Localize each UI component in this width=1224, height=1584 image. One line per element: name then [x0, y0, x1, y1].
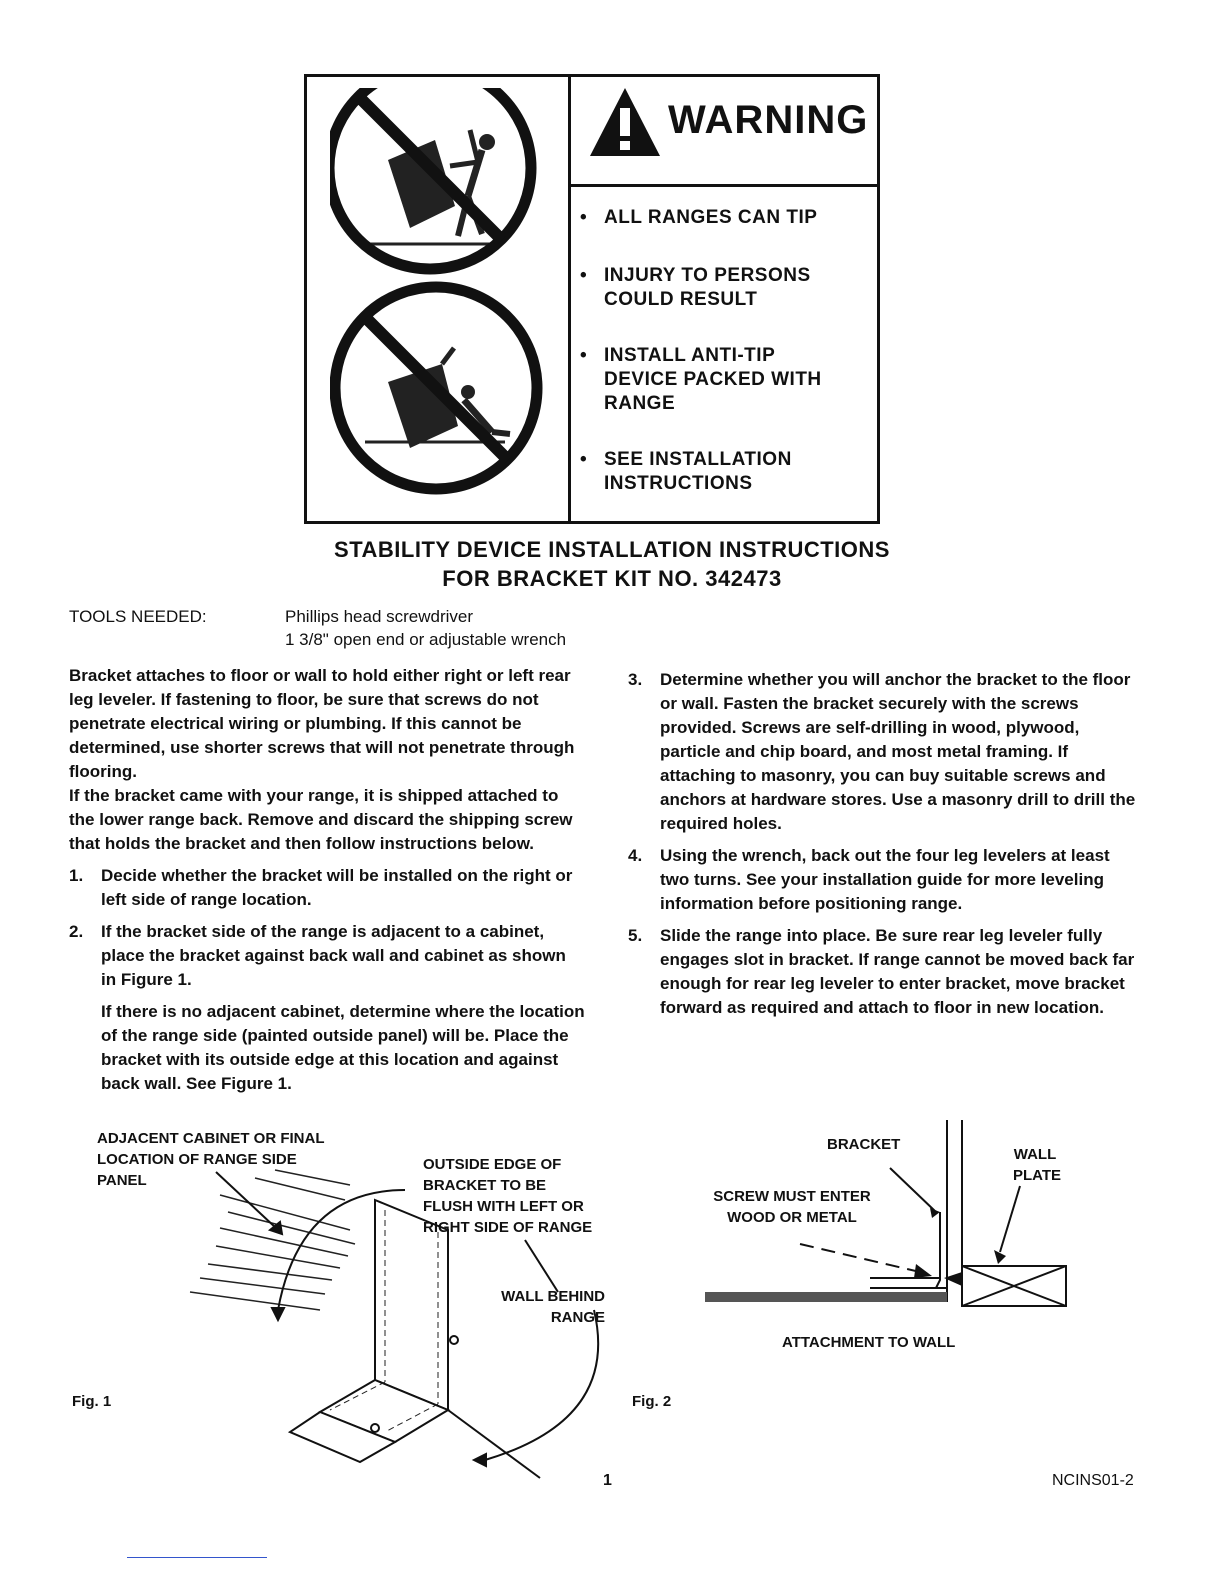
step-number: 3.	[628, 670, 643, 689]
callout-line: LOCATION OF RANGE SIDE	[97, 1151, 297, 1168]
person-crushed-icon	[335, 287, 537, 489]
callout-line: PANEL	[97, 1172, 147, 1189]
step-item	[628, 668, 1140, 836]
fig1-callout-cabinet	[97, 1128, 325, 1191]
tools-item: 1 3/8" open end or adjustable wrench	[285, 630, 567, 649]
step-number: 2.	[69, 922, 84, 941]
warning-bullet-line: INSTRUCTIONS	[604, 473, 753, 494]
range-tipping-icon	[330, 88, 531, 269]
fig2-bracket-label: BRACKET	[827, 1136, 901, 1153]
page-subtitle: FOR BRACKET KIT NO. 342473	[442, 566, 782, 591]
tip-hazard-pictograms	[330, 88, 560, 513]
warning-title: WARNING	[668, 98, 869, 142]
callout-line: PLATE	[1013, 1167, 1062, 1184]
step-number: 1.	[69, 866, 84, 885]
step-item	[69, 920, 585, 992]
warning-triangle-icon	[588, 86, 662, 158]
callout-line: ADJACENT CABINET OR FINAL	[97, 1130, 325, 1147]
tools-item: Phillips head screwdriver	[285, 607, 474, 626]
fig1-label: Fig. 1	[72, 1393, 112, 1410]
fig2-label: Fig. 2	[632, 1393, 672, 1410]
callout-line: BRACKET TO BE	[423, 1177, 547, 1194]
step-text: Decide whether the bracket will be installed on the right or left side of range location.	[101, 866, 573, 909]
warning-bullet-line: COULD RESULT	[604, 289, 758, 310]
step-item	[69, 864, 585, 912]
callout-line: WOOD OR METAL	[727, 1209, 857, 1226]
step-text: If there is no adjacent cabinet, determine where the location of the range side (painted outside panel) will be. Place the bracket with its outside edge at this location and against back wall. See Figure 1.	[101, 1002, 585, 1093]
intro-paragraph: If the bracket came with your range, it is shipped attached to the lower range back. Remove and discard the shipping screw that holds the bracket and then follow instructions below.	[69, 786, 573, 853]
fig1-callout-edge	[423, 1154, 592, 1238]
step-item	[628, 924, 1140, 1020]
step-item	[628, 844, 1140, 916]
warning-bullet-line: ALL RANGES CAN TIP	[604, 207, 818, 228]
fig2-wall-plate-label	[1013, 1144, 1062, 1186]
divider	[127, 1557, 267, 1558]
document-code: NCINS01-2	[1052, 1472, 1134, 1489]
callout-line: SCREW MUST ENTER	[713, 1188, 871, 1205]
callout-line: FLUSH WITH LEFT OR	[423, 1198, 584, 1215]
callout-line: OUTSIDE EDGE OF	[423, 1156, 562, 1173]
callout-line: WALL BEHIND	[501, 1288, 605, 1305]
warning-divider	[568, 74, 571, 524]
fig2-screw-label	[697, 1186, 887, 1228]
warning-bullet-line: INSTALL ANTI-TIP	[604, 345, 776, 366]
intro-paragraph: Bracket attaches to floor or wall to hold either right or left rear leg leveler. If fastening to floor, be sure that screws do not penetrate electrical wiring or plumbing. If this cannot be determined, use shorter screws that will not penetrate through flooring.	[69, 666, 575, 781]
warning-bullet-line: DEVICE PACKED WITH	[604, 369, 822, 390]
warning-bullet: • INJURY TO PERSONS COULD RESULT	[580, 265, 811, 310]
callout-line: WALL	[1013, 1146, 1057, 1163]
step-item	[69, 1000, 585, 1096]
step-text: If the bracket side of the range is adjacent to a cabinet, place the bracket against back wall and cabinet as shown in Figure 1.	[101, 922, 566, 989]
warning-bullet: • ALL RANGES CAN TIP	[580, 207, 818, 228]
step-text: Using the wrench, back out the four leg levelers at least two turns. See your installation guide for more leveling information before positioning range.	[660, 846, 1110, 913]
instructions-left-column	[69, 664, 585, 1104]
step-number: 4.	[628, 846, 643, 865]
warning-divider	[568, 184, 880, 187]
step-text: Determine whether you will anchor the bracket to the floor or wall. Fasten the bracket securely with the screws provided. Screws are self-drilling in wood, plywood, particle and chip board, and most metal framing. If attaching to masonry, you can buy suitable screws and anchors at hardware stores. Use a masonry drill to drill the required holes.	[660, 670, 1136, 833]
fig2-caption: ATTACHMENT TO WALL	[782, 1334, 956, 1351]
warning-bullet: • SEE INSTALLATION INSTRUCTIONS	[580, 449, 792, 494]
fig1-callout-wall	[490, 1286, 605, 1328]
step-text: Slide the range into place. Be sure rear leg leveler fully engages slot in bracket. If range cannot be moved back far enough for rear leg leveler to enter bracket, move bracket forward as required and attach to floor in new location.	[660, 926, 1135, 1017]
warning-bullet-line: INJURY TO PERSONS	[604, 265, 811, 286]
tools-label: TOOLS NEEDED:	[69, 607, 207, 626]
warning-bullet-line: RANGE	[604, 393, 676, 414]
instructions-right-column	[628, 668, 1140, 1028]
page-number: 1	[603, 1472, 612, 1489]
warning-bullet-line: SEE INSTALLATION	[604, 449, 792, 470]
page-title: STABILITY DEVICE INSTALLATION INSTRUCTIONS	[334, 537, 890, 562]
warning-bullet: • INSTALL ANTI-TIP DEVICE PACKED WITH RANGE	[580, 345, 822, 414]
callout-line: RANGE	[550, 1309, 605, 1326]
callout-line: RIGHT SIDE OF RANGE	[423, 1219, 593, 1236]
step-number: 5.	[628, 926, 643, 945]
